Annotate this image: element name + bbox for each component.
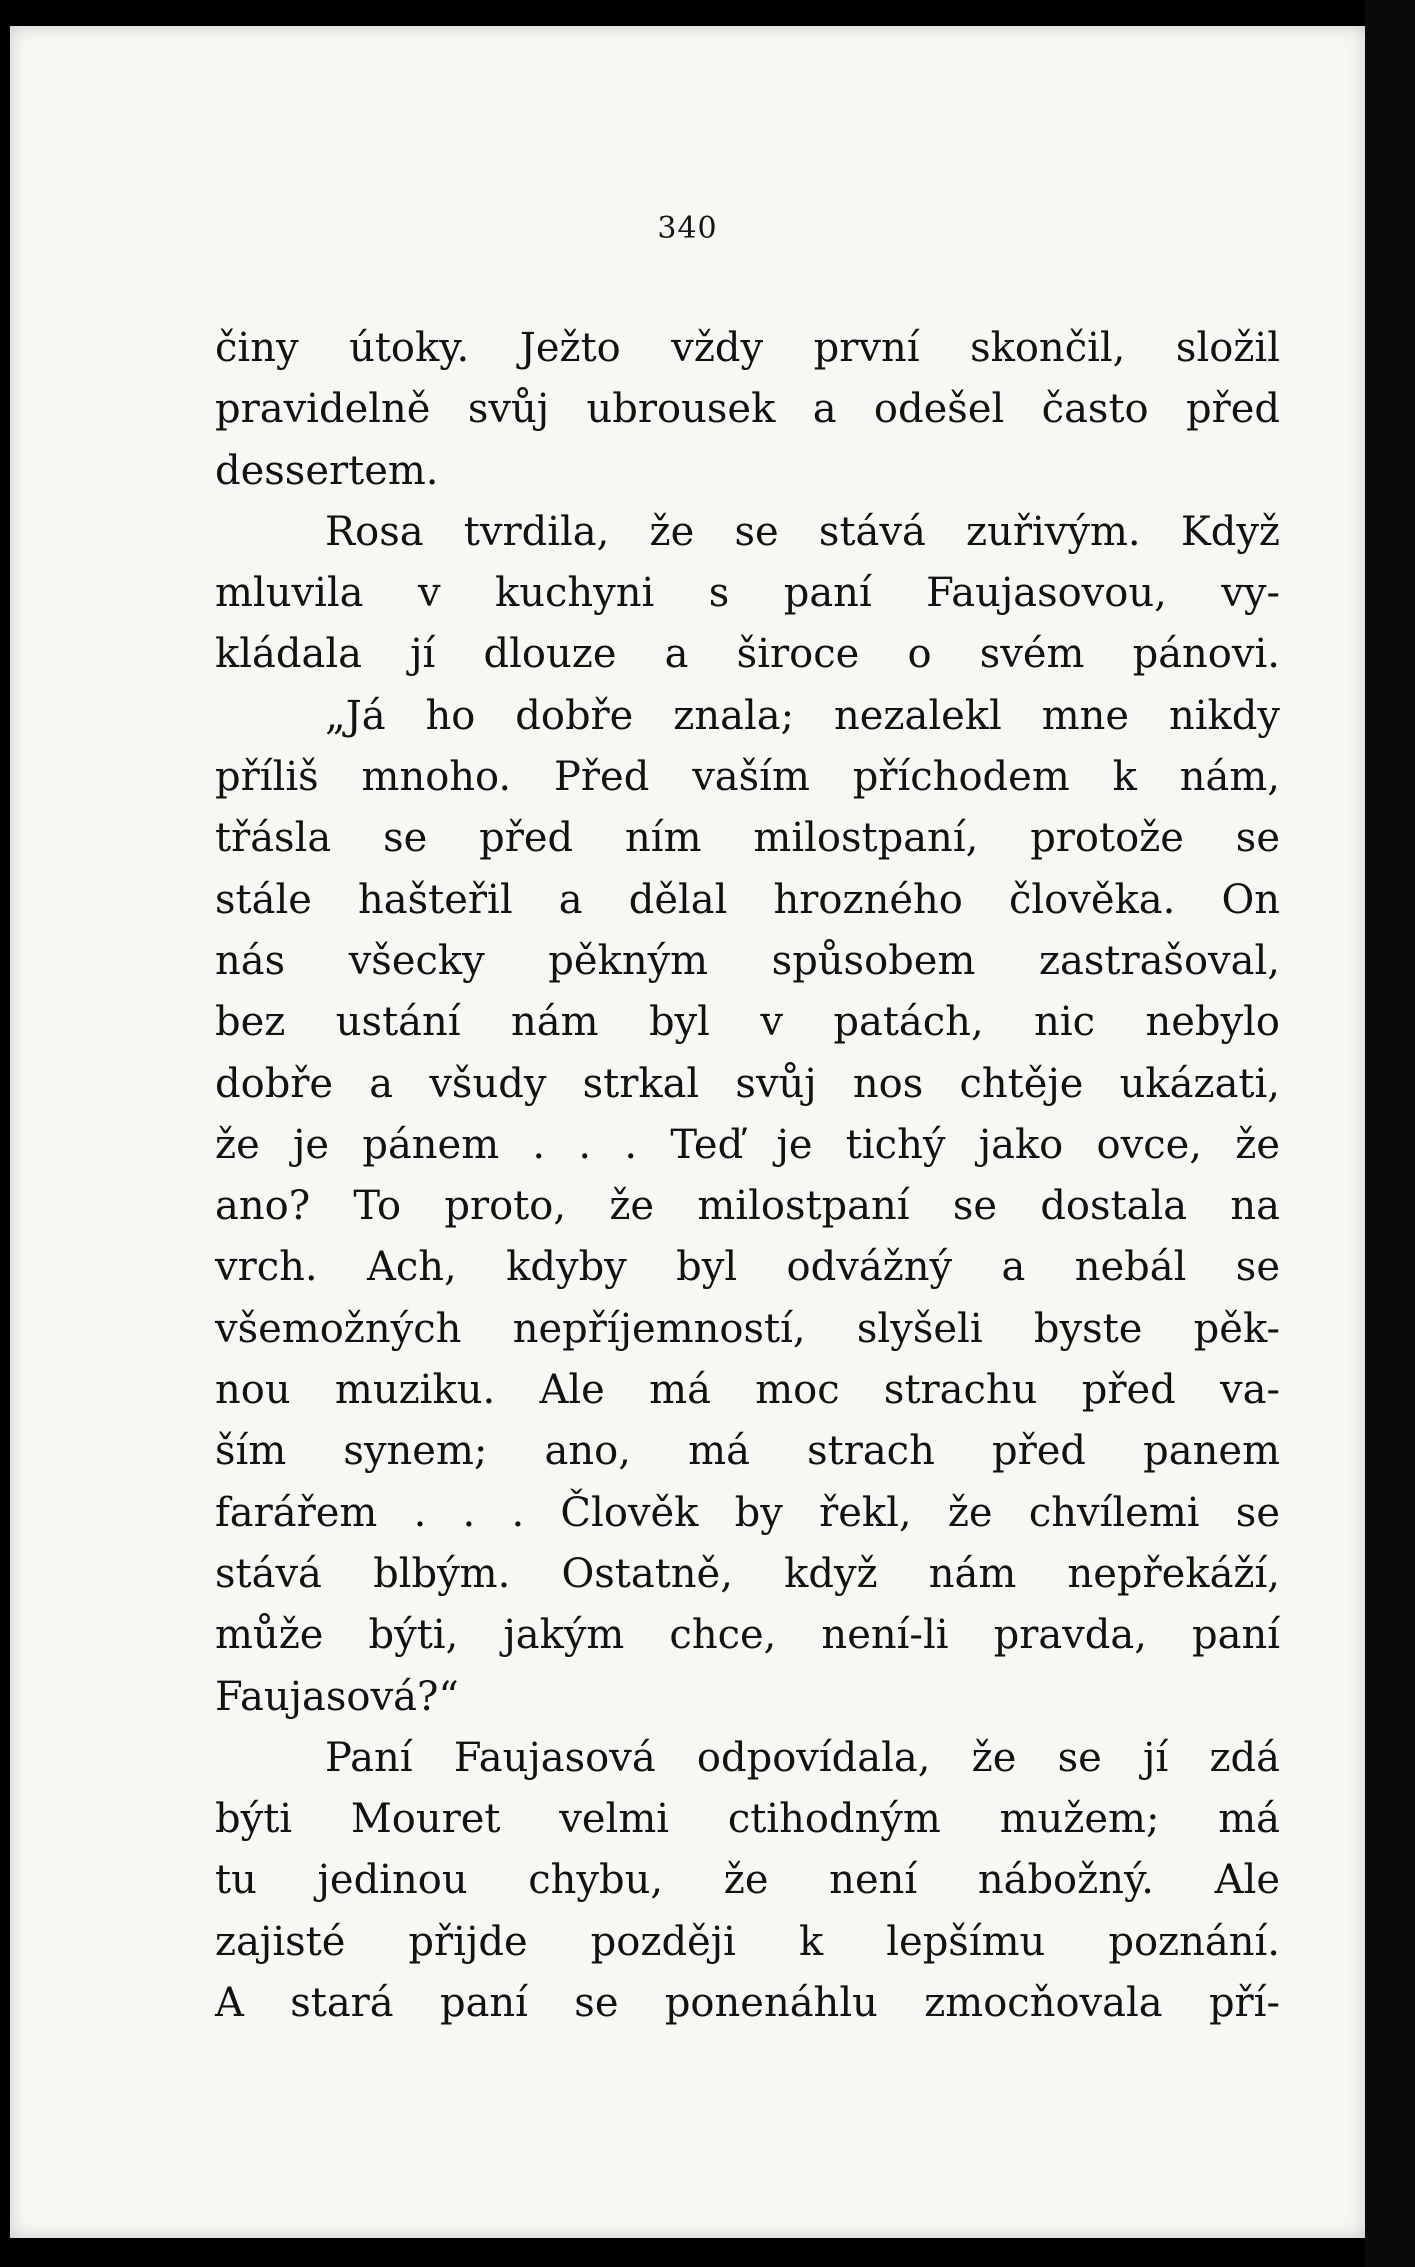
text-line: farářem . . . Člověk by řekl, že chvílemi se: [215, 1489, 1280, 1536]
text-line: může býti, jakým chce, není-li pravda, paní: [215, 1612, 1280, 1659]
text-line: pravidelně svůj ubrousek a odešel často před: [215, 386, 1280, 433]
book-page: [10, 26, 1365, 2238]
text-line: dobře a všudy strkal svůj nos chtěje ukázati,: [215, 1060, 1280, 1107]
text-line: A stará paní se ponenáhlu zmocňovala pří-: [215, 1980, 1280, 2027]
text-line: činy útoky. Ježto vždy první skončil, složil: [215, 325, 1280, 371]
scan-border: [1365, 0, 1415, 2267]
text-line: stává blbým. Ostatně, když nám nepřekáží,: [215, 1550, 1280, 1597]
text-line: ším synem; ano, má strach před panem: [215, 1428, 1280, 1475]
text-line: Rosa tvrdila, že se stává zuřivým. Když: [325, 508, 1280, 555]
text-line: stále hašteřil a dělal hrozného člověka. On: [215, 876, 1280, 923]
text-line: kládala jí dlouze a široce o svém pánovi.: [215, 631, 1280, 678]
text-line: zajisté přijde později k lepšímu poznání.: [215, 1918, 1280, 1965]
text-line: nás všecky pěkným spůsobem zastrašoval,: [215, 937, 1280, 984]
text-line: mluvila v kuchyni s paní Faujasovou, vy-: [215, 570, 1280, 617]
text-line: nou muziku. Ale má moc strachu před va-: [215, 1367, 1280, 1414]
text-line: že je pánem . . . Teď je tichý jako ovce, že: [215, 1121, 1280, 1168]
text-line: dessertem.: [215, 447, 439, 494]
text-line: Paní Faujasová odpovídala, že se jí zdá: [325, 1734, 1280, 1781]
page-number: 340: [657, 211, 718, 246]
text-line: bez ustání nám byl v patách, nic nebylo: [215, 999, 1280, 1046]
text-line: Faujasová?“: [215, 1673, 459, 1720]
text-line: všemožných nepříjemností, slyšeli byste pěk-: [215, 1305, 1280, 1352]
text-line: ano? To proto, že milostpaní se dostala na: [215, 1183, 1280, 1230]
text-line: příliš mnoho. Před vaším příchodem k nám,: [215, 754, 1280, 801]
text-line: býti Mouret velmi ctihodným mužem; má: [215, 1796, 1280, 1843]
text-line: „Já ho dobře znala; nezalekl mne nikdy: [325, 692, 1280, 739]
text-line: vrch. Ach, kdyby byl odvážný a nebál se: [215, 1244, 1280, 1291]
text-line: třásla se před ním milostpaní, protože se: [215, 815, 1280, 862]
text-line: tu jedinou chybu, že není nábožný. Ale: [215, 1857, 1280, 1904]
body-text: [215, 318, 1280, 2034]
